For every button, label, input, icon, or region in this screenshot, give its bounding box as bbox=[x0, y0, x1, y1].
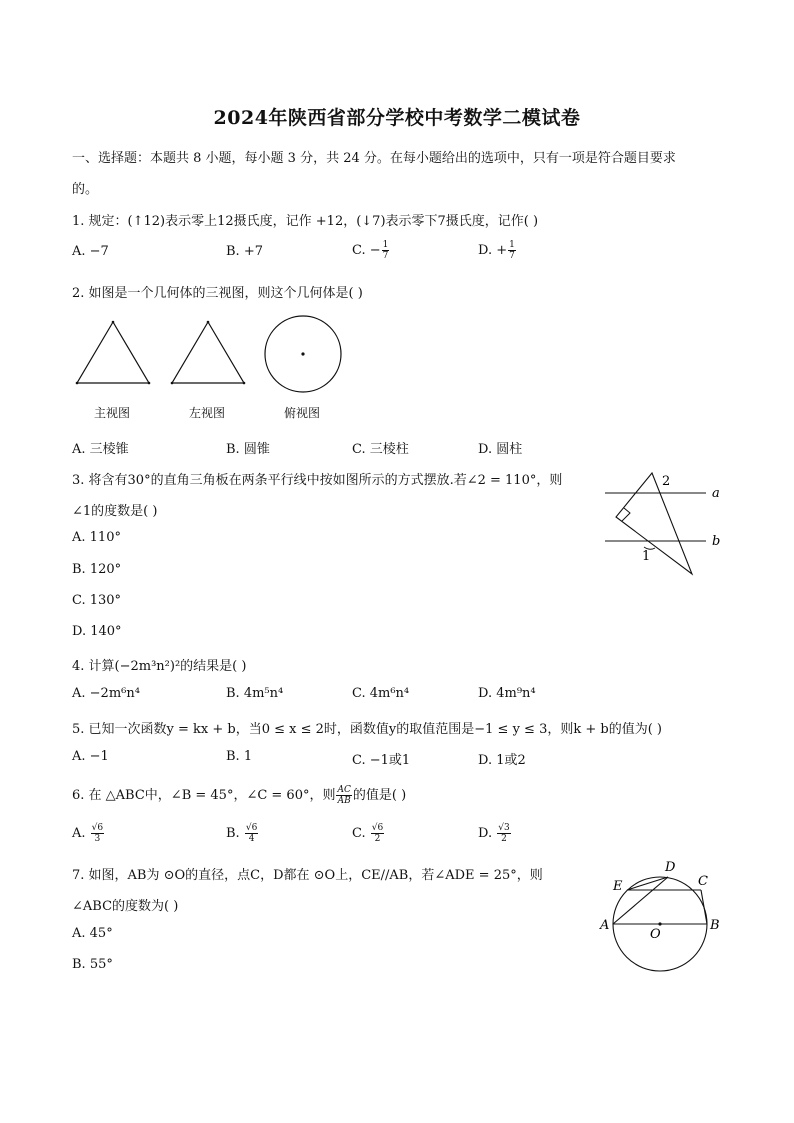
q1-d-num: 1 bbox=[509, 240, 515, 250]
q6-a-fraction bbox=[91, 823, 104, 844]
q2-option-c: C. 三棱柱 bbox=[352, 442, 409, 457]
point-c-label: C bbox=[698, 874, 708, 889]
q6-d-prefix: D. bbox=[478, 826, 497, 841]
q1-stem: 1. 规定：(↑12)表示零上12摄氏度，记作 +12，(↓7)表示零下7摄氏度，记作( ) bbox=[72, 214, 539, 229]
q2-three-views-figure bbox=[70, 315, 350, 395]
q3-option-d: D. 140° bbox=[72, 624, 122, 639]
q6-frac-den: AB bbox=[337, 796, 351, 806]
q7-circle-figure bbox=[598, 858, 728, 973]
q6-stem-suffix: 的值是( ) bbox=[352, 788, 407, 803]
point-a-label: A bbox=[600, 918, 610, 933]
q2-stem: 2. 如图是一个几何体的三视图，则这个几何体是( ) bbox=[72, 286, 363, 301]
top-view-label: 俯视图 bbox=[284, 406, 321, 420]
q7-option-b: B. 55° bbox=[72, 957, 113, 972]
q6-b-fraction bbox=[245, 823, 258, 844]
q4-option-a: A. −2m⁶n⁴ bbox=[72, 686, 140, 701]
q1-option-b: B. +7 bbox=[226, 244, 263, 259]
front-view-apex-dot bbox=[112, 321, 115, 324]
center-o-dot bbox=[658, 922, 661, 925]
q5-option-d: D. 1或2 bbox=[478, 753, 526, 768]
side-view-triangle bbox=[172, 322, 244, 383]
q3-stem-line2: ∠1的度数是( ) bbox=[72, 504, 158, 519]
right-angle-mark bbox=[622, 508, 630, 521]
side-view-left-dot bbox=[171, 382, 174, 385]
section-heading-line1: 一、选择题：本题共 8 小题，每小题 3 分，共 24 分。在每小题给出的选项中，只有一项是符合题目要求 bbox=[72, 151, 676, 166]
front-view-right-dot bbox=[148, 382, 151, 385]
q5-option-b: B. 1 bbox=[226, 749, 253, 764]
q6-option-c bbox=[352, 823, 385, 844]
q6-c-den: 2 bbox=[374, 834, 381, 844]
q6-b-num: √6 bbox=[245, 823, 258, 833]
front-view-triangle bbox=[77, 322, 149, 383]
q6-option-b bbox=[226, 823, 259, 844]
point-e-label: E bbox=[613, 879, 623, 894]
q6-c-prefix: C. bbox=[352, 826, 370, 841]
point-o-label: O bbox=[650, 927, 661, 942]
q1-option-d bbox=[478, 240, 517, 261]
q3-option-a: A. 110° bbox=[72, 530, 121, 545]
q6-d-fraction bbox=[497, 823, 510, 844]
front-view-left-dot bbox=[76, 382, 79, 385]
q6-stem-fraction bbox=[336, 785, 351, 806]
q2-option-d: D. 圆柱 bbox=[478, 442, 523, 457]
q1-option-d-fraction bbox=[508, 240, 516, 261]
q6-a-den: 3 bbox=[94, 834, 101, 844]
q4-option-d: D. 4m⁹n⁴ bbox=[478, 686, 536, 701]
q6-c-num: √6 bbox=[371, 823, 384, 833]
side-view-right-dot bbox=[243, 382, 246, 385]
q7-stem-line2: ∠ABC的度数为( ) bbox=[72, 899, 179, 914]
q5-option-c: C. −1或1 bbox=[352, 753, 411, 768]
q3-stem-line1: 3. 将含有30°的直角三角板在两条平行线中按如图所示的方式摆放.若∠2 = 110°，则 bbox=[72, 473, 563, 488]
q6-d-num: √3 bbox=[498, 823, 510, 833]
q6-stem-prefix: 6. 在 △ABC中，∠B = 45°，∠C = 60°，则 bbox=[72, 788, 336, 803]
q4-option-c: C. 4m⁶n⁴ bbox=[352, 686, 410, 701]
q3-option-b: B. 120° bbox=[72, 562, 122, 577]
q1-c-den: 7 bbox=[382, 251, 389, 261]
q6-option-a bbox=[72, 823, 105, 844]
q1-c-num: 1 bbox=[382, 240, 389, 250]
segment-bc bbox=[701, 890, 707, 924]
point-b-label: B bbox=[710, 918, 720, 933]
q6-option-d bbox=[478, 823, 512, 844]
q6-a-prefix: A. bbox=[72, 826, 90, 841]
q5-stem: 5. 已知一次函数y = kx + b，当0 ≤ x ≤ 2时，函数值y的取值范围是−1 ≤ y ≤ 3，则k + b的值为( ) bbox=[72, 722, 662, 737]
q1-option-a: A. −7 bbox=[72, 244, 109, 259]
q3-parallel-lines-figure bbox=[600, 468, 730, 578]
line-a-label: a bbox=[712, 486, 720, 501]
page-title: 2024年陕西省部分学校中考数学二模试卷 bbox=[213, 107, 581, 129]
q6-b-prefix: B. bbox=[226, 826, 244, 841]
q6-a-num: √6 bbox=[91, 823, 104, 833]
q2-option-a: A. 三棱锥 bbox=[72, 442, 129, 457]
angle-2-label: 2 bbox=[662, 474, 671, 489]
q1-option-c-prefix: C. − bbox=[352, 243, 381, 258]
side-view-label: 左视图 bbox=[189, 406, 226, 420]
section-heading-line2: 的。 bbox=[72, 182, 99, 197]
q1-option-c-fraction bbox=[382, 240, 390, 261]
q6-stem bbox=[72, 784, 406, 806]
q6-b-den: 4 bbox=[248, 834, 255, 844]
q1-d-den: 7 bbox=[509, 251, 515, 261]
q6-d-den: 2 bbox=[501, 834, 507, 844]
q6-c-fraction bbox=[371, 823, 384, 844]
q4-option-b: B. 4m⁵n⁴ bbox=[226, 686, 284, 701]
q7-stem-line1: 7. 如图，AB为 ⊙O的直径，点C，D都在 ⊙O上，CE//AB，若∠ADE = 25°，则 bbox=[72, 868, 543, 883]
q1-option-d-prefix: D. + bbox=[478, 243, 508, 258]
q7-option-a: A. 45° bbox=[72, 926, 113, 941]
top-view-center-dot bbox=[301, 352, 304, 355]
q2-option-b: B. 圆锥 bbox=[226, 442, 270, 457]
set-square-triangle bbox=[616, 473, 692, 574]
line-b-label: b bbox=[712, 534, 721, 549]
q4-stem: 4. 计算(−2m³n²)²的结果是( ) bbox=[72, 659, 247, 674]
q5-option-a: A. −1 bbox=[72, 749, 109, 764]
front-view-label: 主视图 bbox=[94, 406, 131, 420]
q1-option-c bbox=[352, 240, 390, 261]
q3-option-c: C. 130° bbox=[72, 593, 122, 608]
side-view-apex-dot bbox=[207, 321, 210, 324]
angle-1-label: 1 bbox=[642, 549, 651, 564]
q6-frac-num: AC bbox=[337, 785, 351, 795]
point-d-label: D bbox=[665, 860, 676, 875]
